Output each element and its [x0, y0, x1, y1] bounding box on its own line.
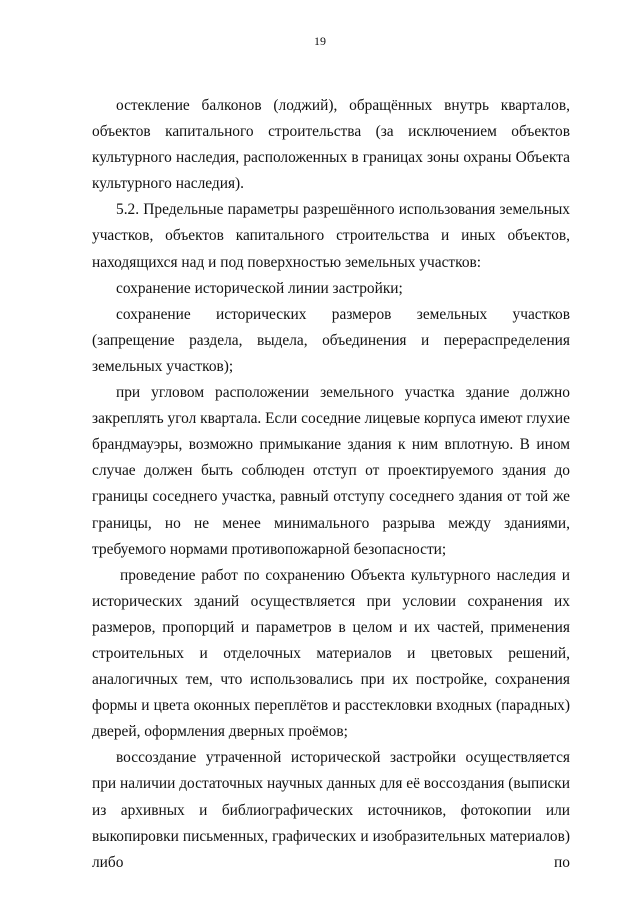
- paragraph: остекление балконов (лоджий), обращённых внутрь кварталов, объектов капитального строительства (за исключением объектов культурного наследия, расположенных в границах зоны охраны Объекта культурного наследия).: [92, 97, 570, 193]
- paragraph: воссоздание утраченной исторической застройки осуществляется при наличии достаточных научных данных для её воссоздания (выписки из архивных и библиографических источников, фотокопии или выкопировки письменных, графических и изобразительных материалов) либо по: [92, 749, 570, 871]
- paragraph: 5.2. Предельные параметры разрешённого использования земельных участков, объектов капитального строительства и иных объектов, находящихся над и под поверхностью земельных участков:: [92, 201, 570, 271]
- paragraph: при угловом расположении земельного участка здание должно закреплять угол квартала. Если соседние лицевые корпуса имеют глухие брандмауэры, возможно примыкание здания к ним вплотную. В ином случае должен быть соблюден отступ от проектируемого здания до границы соседнего участка, равный отступу соседнего здания от той же границы, но не менее минимального разрыва между зданиями, требуемого нормами противопожарной безопасности;: [92, 384, 570, 558]
- body-text: [92, 93, 570, 876]
- page-number: 19: [314, 34, 326, 48]
- paragraph: проведение работ по сохранению Объекта культурного наследия и исторических зданий осуществляется при условии сохранения их размеров, пропорций и параметров в целом и их частей, применения строительных и отделочных материалов и цветовых решений, аналогичных тем, что использовались при их постройке, сохранения формы и цвета оконных переплётов и расстекловки входных (парадных) дверей, оформления дверных проёмов;: [92, 566, 570, 741]
- paragraph: сохранение исторических размеров земельных участков (запрещение раздела, выдела, объединения и перераспределения земельных участков);: [92, 305, 570, 375]
- paragraph: сохранение исторической линии застройки;: [116, 279, 403, 297]
